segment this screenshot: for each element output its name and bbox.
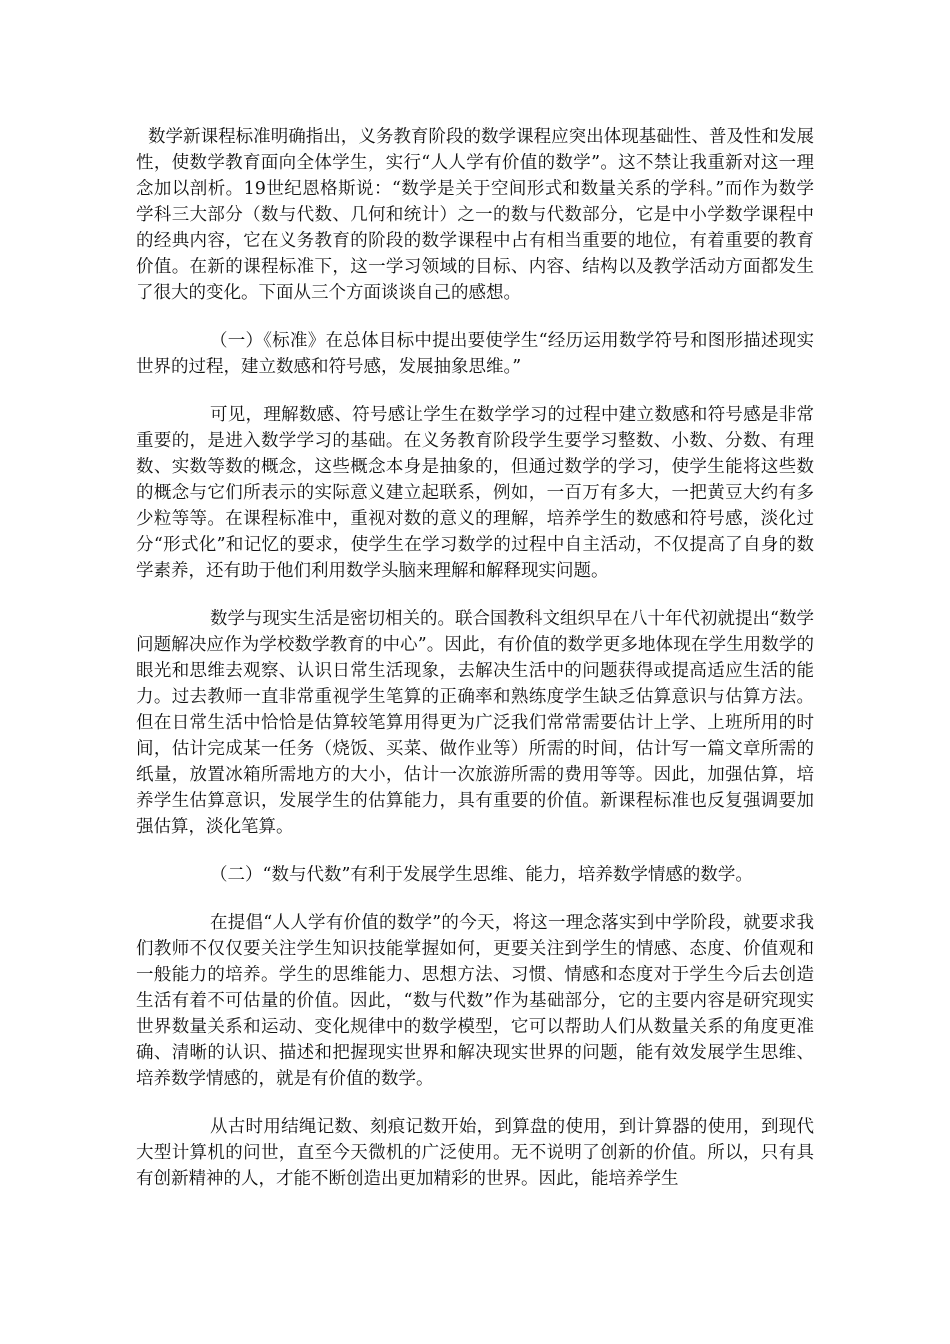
intro-paragraph: 数学新课程标准明确指出，义务教育阶段的数学课程应突出体现基础性、普及性和发展性，使数学教育面向全体学生，实行“人人学有价值的数学”。这不禁让我重新对这一理念加以剖析。19世纪恩格斯说：“数学是关于空间形式和数量关系的学科。”而作为数学学科三大部分（数与代数、几何和统计）之一的数与代数部分，它是中小学数学课程中的经典内容，它在义务教育的阶段的数学课程中占有相当重要的地位，有着重要的教育价值。在新的课程标准下，这一学习领域的目标、内容、结构以及教学活动方面都发生了很大的变化。下面从三个方面谈谈自己的感想。	[136, 127, 814, 303]
document-page	[136, 124, 814, 1214]
body-paragraph: 可见，理解数感、符号感让学生在数学学习的过程中建立数感和符号感是非常重要的，是进入数学学习的基础。在义务教育阶段学生要学习整数、小数、分数、有理数、实数等数的概念，这些概念本身是抽象的，但通过数学的学习，使学生能将这些数的概念与它们所表示的实际意义建立起联系，例如，一百万有多大，一把黄豆大约有多少粒等等。在课程标准中，重视对数的意义的理解，培养学生的数感和符号感，淡化过分“形式化”和记忆的要求，使学生在学习数学的过程中自主活动，不仅提高了自身的数学素养，还有助于他们利用数学头脑来理解和解释现实问题。	[136, 405, 814, 581]
body-paragraph: 从古时用结绳记数、刻痕记数开始，到算盘的使用，到计算器的使用，到现代大型计算机的问世，直至今天微机的广泛使用。无不说明了创新的价值。所以，只有具有创新精神的人，才能不断创造出更加精彩的世界。因此，能培养学生	[136, 1117, 814, 1189]
body-paragraph: 在提倡“人人学有价值的数学”的今天，将这一理念落实到中学阶段，就要求我们教师不仅仅要关注学生知识技能掌握如何，更要关注到学生的情感、态度、价值观和一般能力的培养。学生的思维能力、思想方法、习惯、情感和态度对于学生今后去创造生活有着不可估量的价值。因此，“数与代数”作为基础部分，它的主要内容是研究现实世界数量关系和运动、变化规律中的数学模型，它可以帮助人们从数量关系的角度更准确、清晰的认识、描述和把握现实世界和解决现实世界的问题，能有效发展学生思维、培养数学情感的，就是有价值的数学。	[136, 913, 814, 1089]
section-one-heading: （一）《标准》在总体目标中提出要使学生“经历运用数学符号和图形描述现实世界的过程，建立数感和符号感，发展抽象思维。”	[136, 331, 814, 377]
body-paragraph: 数学与现实生活是密切相关的。联合国教科文组织早在八十年代初就提出“数学问题解决应作为学校数学教育的中心”。因此，有价值的数学更多地体现在学生用数学的眼光和思维去观察、认识日常生活现象，去解决生活中的问题获得或提高适应生活的能力。过去教师一直非常重视学生笔算的正确率和熟练度学生缺乏估算意识与估算方法。但在日常生活中恰恰是估算较笔算用得更为广泛我们常常需要估计上学、上班所用的时间，估计完成某一任务（烧饭、买菜、做作业等）所需的时间，估计写一篇文章所需的纸量，放置冰箱所需地方的大小，估计一次旅游所需的费用等等。因此，加强估算，培养学生估算意识，发展学生的估算能力，具有重要的价值。新课程标准也反复强调要加强估算，淡化笔算。	[136, 609, 814, 837]
section-two-heading: （二）“数与代数”有利于发展学生思维、能力，培养数学情感的数学。	[210, 865, 753, 885]
